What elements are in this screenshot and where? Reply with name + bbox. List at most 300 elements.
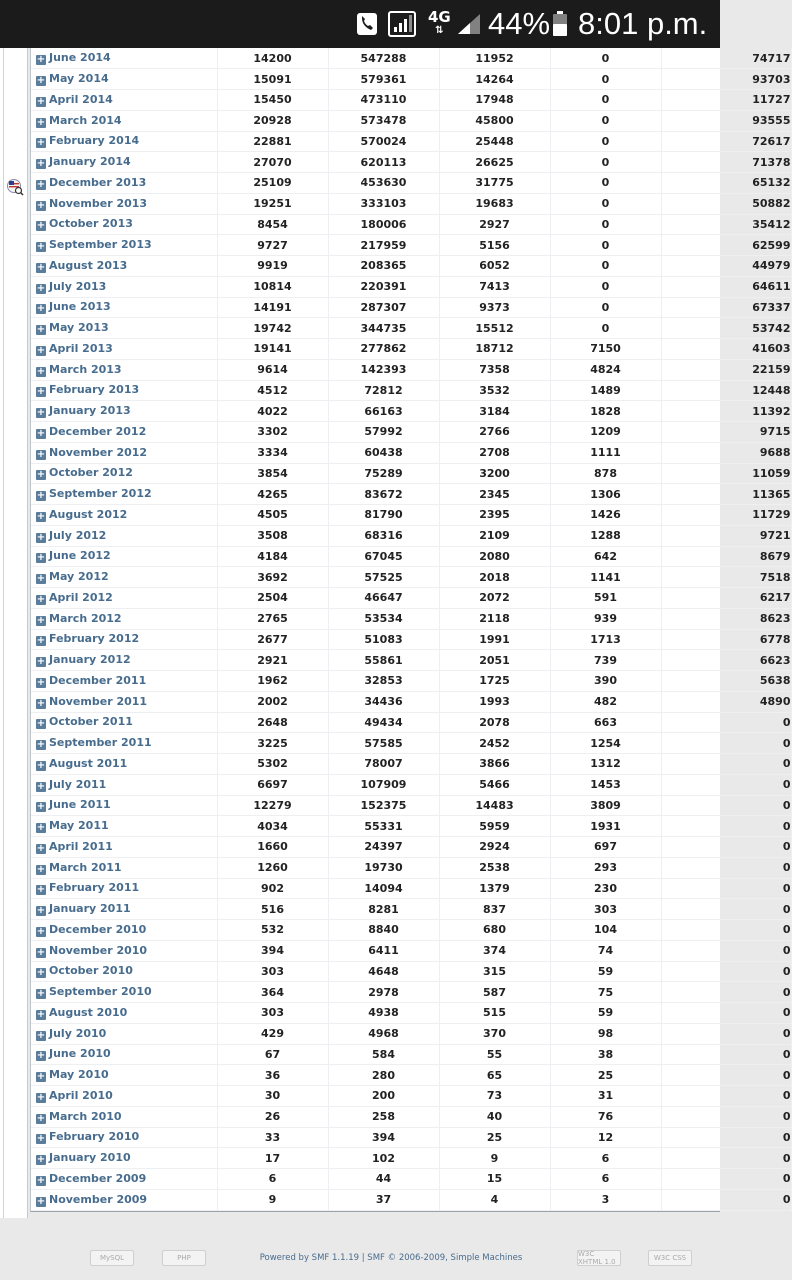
month-link[interactable]: November 2011	[49, 694, 148, 708]
month-cell[interactable]	[31, 1003, 217, 1024]
month-cell[interactable]	[31, 173, 217, 194]
month-cell[interactable]	[31, 837, 217, 858]
month-cell[interactable]	[31, 525, 217, 546]
expand-plus-icon[interactable]: +	[36, 1174, 46, 1186]
stat-cell-c5: 0	[550, 276, 661, 297]
month-link[interactable]: January 2013	[49, 404, 131, 418]
month-cell[interactable]	[31, 774, 217, 795]
month-cell[interactable]	[31, 1169, 217, 1190]
stat-cell-c4: 2345	[439, 484, 550, 505]
expand-plus-icon[interactable]: +	[36, 718, 46, 730]
stat-cell-c6: 62599	[661, 235, 791, 256]
month-link[interactable]: February 2013	[49, 383, 140, 397]
month-cell[interactable]	[31, 442, 217, 463]
stat-cell-c4: 315	[439, 961, 550, 982]
month-cell[interactable]	[31, 940, 217, 961]
month-cell[interactable]	[31, 463, 217, 484]
call-icon	[356, 0, 378, 48]
stat-cell-c4: 45800	[439, 110, 550, 131]
expand-plus-icon[interactable]: +	[36, 95, 46, 107]
table-row	[31, 1065, 791, 1086]
expand-plus-icon[interactable]: +	[36, 386, 46, 398]
month-cell[interactable]	[31, 1023, 217, 1044]
month-link[interactable]: March 2012	[49, 611, 122, 625]
stat-cell-c6: 0	[661, 712, 791, 733]
stat-cell-c4: 7413	[439, 276, 550, 297]
stat-cell-c3: 57525	[328, 567, 439, 588]
expand-plus-icon[interactable]: +	[36, 427, 46, 439]
month-link[interactable]: September 2011	[49, 736, 152, 750]
stat-cell-c6: 4890	[661, 691, 791, 712]
php-badge[interactable]	[162, 1250, 206, 1266]
month-link[interactable]: May 2010	[49, 1068, 109, 1082]
stat-cell-c4: 374	[439, 940, 550, 961]
stat-cell-c6: 93555	[661, 110, 791, 131]
stat-cell-c2: 9919	[217, 256, 328, 277]
month-link[interactable]: June 2012	[49, 549, 111, 563]
month-cell[interactable]	[31, 48, 217, 69]
expand-plus-icon[interactable]: +	[36, 967, 46, 979]
month-link[interactable]: December 2011	[49, 673, 147, 687]
expand-plus-icon[interactable]: +	[36, 946, 46, 958]
month-link[interactable]: September 2012	[49, 487, 152, 501]
expand-plus-icon[interactable]: +	[36, 552, 46, 564]
month-cell[interactable]	[31, 90, 217, 111]
expand-plus-icon[interactable]: +	[36, 614, 46, 626]
month-cell[interactable]	[31, 484, 217, 505]
stat-cell-c2: 30	[217, 1086, 328, 1107]
stat-cell-c3: 620113	[328, 152, 439, 173]
month-link[interactable]: March 2011	[49, 860, 122, 874]
stat-cell-c5: 6	[550, 1148, 661, 1169]
month-cell[interactable]	[31, 816, 217, 837]
stat-cell-c3: 102	[328, 1148, 439, 1169]
expand-plus-icon[interactable]: +	[36, 905, 46, 917]
w3c-xhtml-badge[interactable]	[577, 1250, 621, 1266]
month-cell[interactable]	[31, 1065, 217, 1086]
expand-plus-icon[interactable]: +	[36, 801, 46, 813]
stat-cell-c4: 837	[439, 899, 550, 920]
stat-cell-c6: 0	[661, 878, 791, 899]
stat-cell-c5: 591	[550, 588, 661, 609]
stat-cell-c2: 27070	[217, 152, 328, 173]
expand-plus-icon[interactable]: +	[36, 282, 46, 294]
month-link[interactable]: December 2013	[49, 175, 147, 189]
month-cell[interactable]	[31, 1086, 217, 1107]
month-cell[interactable]	[31, 276, 217, 297]
expand-plus-icon[interactable]: +	[36, 54, 46, 66]
stat-cell-c3: 32853	[328, 671, 439, 692]
month-cell[interactable]	[31, 193, 217, 214]
expand-plus-icon[interactable]: +	[36, 573, 46, 585]
month-link[interactable]: March 2010	[49, 1109, 122, 1123]
stat-cell-c4: 1725	[439, 671, 550, 692]
stat-cell-c4: 19683	[439, 193, 550, 214]
stat-cell-c3: 55861	[328, 650, 439, 671]
expand-plus-icon[interactable]: +	[36, 1029, 46, 1041]
stat-cell-c4: 2072	[439, 588, 550, 609]
expand-plus-icon[interactable]: +	[36, 656, 46, 668]
month-link[interactable]: June 2014	[49, 51, 111, 65]
month-link[interactable]: June 2011	[49, 798, 111, 812]
table-row	[31, 235, 791, 256]
stat-cell-c5: 3809	[550, 795, 661, 816]
stat-cell-c6: 64611	[661, 276, 791, 297]
stat-cell-c4: 65	[439, 1065, 550, 1086]
stat-cell-c4: 7358	[439, 359, 550, 380]
month-link[interactable]: August 2011	[49, 756, 128, 770]
month-cell[interactable]	[31, 588, 217, 609]
stat-cell-c3: 37	[328, 1189, 439, 1210]
stat-cell-c6: 0	[661, 1127, 791, 1148]
month-cell[interactable]	[31, 650, 217, 671]
stat-cell-c2: 3854	[217, 463, 328, 484]
expand-plus-icon[interactable]: +	[36, 863, 46, 875]
stat-cell-c2: 10814	[217, 276, 328, 297]
expand-plus-icon[interactable]: +	[36, 365, 46, 377]
expand-plus-icon[interactable]: +	[36, 697, 46, 709]
mysql-badge[interactable]	[90, 1250, 134, 1266]
stat-cell-c2: 394	[217, 940, 328, 961]
expand-plus-icon[interactable]: +	[36, 344, 46, 356]
stat-cell-c6: 0	[661, 754, 791, 775]
expand-plus-icon[interactable]: +	[36, 1195, 46, 1207]
stat-cell-c6: 9721	[661, 525, 791, 546]
stat-cell-c3: 19730	[328, 857, 439, 878]
expand-plus-icon[interactable]: +	[36, 158, 46, 170]
month-cell[interactable]	[31, 422, 217, 443]
stat-cell-c5: 7150	[550, 339, 661, 360]
month-link[interactable]: October 2010	[49, 964, 133, 978]
expand-plus-icon[interactable]: +	[36, 261, 46, 273]
month-cell[interactable]	[31, 878, 217, 899]
stat-cell-c5: 1828	[550, 401, 661, 422]
month-cell[interactable]	[31, 754, 217, 775]
table-row	[31, 1106, 791, 1127]
expand-plus-icon[interactable]: +	[36, 635, 46, 647]
stat-cell-c5: 230	[550, 878, 661, 899]
stat-cell-c4: 5156	[439, 235, 550, 256]
month-link[interactable]: December 2010	[49, 922, 147, 936]
table-row	[31, 69, 791, 90]
month-link[interactable]: January 2011	[49, 902, 131, 916]
stat-cell-c3: 280	[328, 1065, 439, 1086]
stat-cell-c3: 51083	[328, 629, 439, 650]
month-link[interactable]: November 2009	[49, 1192, 148, 1206]
month-cell[interactable]	[31, 1189, 217, 1210]
month-link[interactable]: June 2013	[49, 300, 111, 314]
sidebar-divider	[3, 48, 4, 1218]
expand-plus-icon[interactable]: +	[36, 739, 46, 751]
table-row	[31, 359, 791, 380]
month-cell[interactable]	[31, 214, 217, 235]
month-link[interactable]: May 2012	[49, 570, 109, 584]
expand-plus-icon[interactable]: +	[36, 469, 46, 481]
stat-cell-c5: 939	[550, 608, 661, 629]
month-link[interactable]: November 2010	[49, 943, 148, 957]
stat-cell-c5: 1209	[550, 422, 661, 443]
stat-cell-c2: 1660	[217, 837, 328, 858]
stat-cell-c5: 1931	[550, 816, 661, 837]
stat-cell-c3: 14094	[328, 878, 439, 899]
stat-cell-c6: 0	[661, 961, 791, 982]
month-cell[interactable]	[31, 961, 217, 982]
month-cell[interactable]	[31, 359, 217, 380]
stat-cell-c2: 2648	[217, 712, 328, 733]
table-row	[31, 442, 791, 463]
month-link[interactable]: May 2014	[49, 72, 109, 86]
stat-cell-c3: 55331	[328, 816, 439, 837]
month-cell[interactable]	[31, 235, 217, 256]
month-cell[interactable]	[31, 1044, 217, 1065]
table-row	[31, 650, 791, 671]
stat-cell-c3: 200	[328, 1086, 439, 1107]
table-row	[31, 795, 791, 816]
stat-cell-c6: 8623	[661, 608, 791, 629]
stat-cell-c5: 642	[550, 546, 661, 567]
month-link[interactable]: February 2014	[49, 134, 140, 148]
left-sidebar	[0, 48, 28, 1218]
month-link[interactable]: February 2012	[49, 632, 140, 646]
expand-plus-icon[interactable]: +	[36, 925, 46, 937]
stat-cell-c4: 2080	[439, 546, 550, 567]
table-row	[31, 484, 791, 505]
month-link[interactable]: March 2014	[49, 113, 122, 127]
stat-cell-c5: 1453	[550, 774, 661, 795]
month-link[interactable]: August 2012	[49, 507, 128, 521]
month-link[interactable]: April 2013	[49, 341, 113, 355]
stat-cell-c3: 453630	[328, 173, 439, 194]
month-cell[interactable]	[31, 152, 217, 173]
month-link[interactable]: December 2009	[49, 1171, 147, 1185]
month-link[interactable]: July 2011	[49, 777, 107, 791]
table-row	[31, 173, 791, 194]
stat-cell-c2: 4034	[217, 816, 328, 837]
expand-plus-icon[interactable]: +	[36, 842, 46, 854]
stat-cell-c5: 59	[550, 1003, 661, 1024]
month-cell[interactable]	[31, 505, 217, 526]
month-cell[interactable]	[31, 920, 217, 941]
month-cell[interactable]	[31, 899, 217, 920]
stat-cell-c3: 217959	[328, 235, 439, 256]
stat-cell-c6: 93703	[661, 69, 791, 90]
stat-cell-c4: 25448	[439, 131, 550, 152]
table-row	[31, 297, 791, 318]
expand-plus-icon[interactable]: +	[36, 676, 46, 688]
expand-plus-icon[interactable]: +	[36, 988, 46, 1000]
month-link[interactable]: April 2011	[49, 839, 113, 853]
stats-table-body	[31, 48, 791, 1210]
data-arrows-icon: ⇅	[435, 25, 444, 36]
expand-plus-icon[interactable]: +	[36, 780, 46, 792]
month-cell[interactable]	[31, 256, 217, 277]
stat-cell-c4: 5959	[439, 816, 550, 837]
expand-plus-icon[interactable]: +	[36, 137, 46, 149]
stat-cell-c4: 1991	[439, 629, 550, 650]
expand-plus-icon[interactable]: +	[36, 510, 46, 522]
table-row	[31, 152, 791, 173]
month-link[interactable]: May 2013	[49, 321, 109, 335]
month-link[interactable]: October 2013	[49, 217, 133, 231]
stat-cell-c6: 0	[661, 837, 791, 858]
month-cell[interactable]	[31, 691, 217, 712]
month-link[interactable]: October 2012	[49, 466, 133, 480]
expand-plus-icon[interactable]: +	[36, 178, 46, 190]
month-link[interactable]: August 2010	[49, 1005, 128, 1019]
stat-cell-c2: 4512	[217, 380, 328, 401]
month-cell[interactable]	[31, 629, 217, 650]
month-cell[interactable]	[31, 608, 217, 629]
powered-by-link[interactable]: Powered by SMF 1.1.19 | SMF © 2006-2009, Simple Machines	[259, 1253, 523, 1263]
month-link[interactable]: January 2010	[49, 1151, 131, 1165]
month-cell[interactable]	[31, 857, 217, 878]
expand-plus-icon[interactable]: +	[36, 220, 46, 232]
stat-cell-c6: 44979	[661, 256, 791, 277]
expand-plus-icon[interactable]: +	[36, 116, 46, 128]
month-cell[interactable]	[31, 1127, 217, 1148]
month-link[interactable]: April 2010	[49, 1088, 113, 1102]
stat-cell-c2: 2921	[217, 650, 328, 671]
table-row	[31, 1127, 791, 1148]
stat-cell-c4: 2766	[439, 422, 550, 443]
stat-cell-c5: 1111	[550, 442, 661, 463]
month-link[interactable]: August 2013	[49, 258, 128, 272]
expand-plus-icon[interactable]: +	[36, 407, 46, 419]
w3c-css-badge[interactable]	[648, 1250, 692, 1266]
stat-cell-c3: 208365	[328, 256, 439, 277]
month-cell[interactable]	[31, 795, 217, 816]
expand-plus-icon[interactable]: +	[36, 490, 46, 502]
month-link[interactable]: October 2011	[49, 715, 133, 729]
stat-cell-c4: 2395	[439, 505, 550, 526]
stat-cell-c6: 0	[661, 733, 791, 754]
month-cell[interactable]	[31, 110, 217, 131]
month-cell[interactable]	[31, 297, 217, 318]
month-cell[interactable]	[31, 339, 217, 360]
stat-cell-c4: 1993	[439, 691, 550, 712]
stat-cell-c5: 25	[550, 1065, 661, 1086]
month-link[interactable]: November 2013	[49, 196, 148, 210]
stat-cell-c6: 0	[661, 1003, 791, 1024]
month-cell[interactable]	[31, 69, 217, 90]
month-link[interactable]: May 2011	[49, 819, 109, 833]
month-cell[interactable]	[31, 1106, 217, 1127]
stat-cell-c3: 333103	[328, 193, 439, 214]
stat-cell-c5: 0	[550, 235, 661, 256]
month-link[interactable]: September 2013	[49, 238, 152, 252]
expand-plus-icon[interactable]: +	[36, 531, 46, 543]
table-row	[31, 588, 791, 609]
stat-cell-c2: 15450	[217, 90, 328, 111]
stat-cell-c6: 11727	[661, 90, 791, 111]
expand-plus-icon[interactable]: +	[36, 448, 46, 460]
stat-cell-c2: 22881	[217, 131, 328, 152]
clock: 8:01 p.m.	[578, 6, 708, 41]
stat-cell-c3: 8840	[328, 920, 439, 941]
expand-plus-icon[interactable]: +	[36, 1071, 46, 1083]
expand-plus-icon[interactable]: +	[36, 884, 46, 896]
expand-plus-icon[interactable]: +	[36, 759, 46, 771]
stat-cell-c5: 59	[550, 961, 661, 982]
network-type	[428, 0, 451, 48]
month-cell[interactable]	[31, 982, 217, 1003]
stat-cell-c3: 75289	[328, 463, 439, 484]
expand-plus-icon[interactable]: +	[36, 1050, 46, 1062]
expand-plus-icon[interactable]: +	[36, 199, 46, 211]
month-cell[interactable]	[31, 401, 217, 422]
month-link[interactable]: December 2012	[49, 424, 147, 438]
expand-plus-icon[interactable]: +	[36, 1112, 46, 1124]
expand-plus-icon[interactable]: +	[36, 1133, 46, 1145]
month-link[interactable]: September 2010	[49, 985, 152, 999]
stat-cell-c5: 3	[550, 1189, 661, 1210]
month-link[interactable]: July 2013	[49, 279, 107, 293]
stat-cell-c2: 3508	[217, 525, 328, 546]
month-cell[interactable]	[31, 671, 217, 692]
stat-cell-c2: 26	[217, 1106, 328, 1127]
expand-plus-icon[interactable]: +	[36, 324, 46, 336]
month-cell[interactable]	[31, 318, 217, 339]
month-link[interactable]: April 2012	[49, 590, 113, 604]
month-cell[interactable]	[31, 131, 217, 152]
cell-signal-icon	[456, 0, 482, 48]
flag-search-icon[interactable]	[6, 178, 24, 196]
stat-cell-c2: 8454	[217, 214, 328, 235]
month-link[interactable]: April 2014	[49, 92, 113, 106]
table-row	[31, 422, 791, 443]
expand-plus-icon[interactable]: +	[36, 1008, 46, 1020]
table-row	[31, 90, 791, 111]
month-cell[interactable]	[31, 546, 217, 567]
stat-cell-c4: 18712	[439, 339, 550, 360]
month-link[interactable]: February 2011	[49, 881, 140, 895]
expand-plus-icon[interactable]: +	[36, 241, 46, 253]
month-link[interactable]: June 2010	[49, 1047, 111, 1061]
stat-cell-c5: 663	[550, 712, 661, 733]
expand-plus-icon[interactable]: +	[36, 303, 46, 315]
month-link[interactable]: January 2012	[49, 653, 131, 667]
month-link[interactable]: November 2012	[49, 445, 148, 459]
stat-cell-c2: 9727	[217, 235, 328, 256]
month-link[interactable]: March 2013	[49, 362, 122, 376]
month-link[interactable]: January 2014	[49, 155, 131, 169]
month-cell[interactable]	[31, 567, 217, 588]
month-link[interactable]: July 2010	[49, 1026, 107, 1040]
expand-plus-icon[interactable]: +	[36, 75, 46, 87]
stat-cell-c5: 0	[550, 48, 661, 69]
month-link[interactable]: July 2012	[49, 528, 107, 542]
stat-cell-c5: 75	[550, 982, 661, 1003]
stat-cell-c2: 2002	[217, 691, 328, 712]
month-cell[interactable]	[31, 712, 217, 733]
month-cell[interactable]	[31, 380, 217, 401]
month-cell[interactable]	[31, 1148, 217, 1169]
stat-cell-c5: 0	[550, 152, 661, 173]
expand-plus-icon[interactable]: +	[36, 593, 46, 605]
month-link[interactable]: February 2010	[49, 1130, 140, 1144]
stat-cell-c6: 0	[661, 899, 791, 920]
expand-plus-icon[interactable]: +	[36, 1154, 46, 1166]
expand-plus-icon[interactable]: +	[36, 822, 46, 834]
stat-cell-c2: 20928	[217, 110, 328, 131]
stat-cell-c3: 57992	[328, 422, 439, 443]
stat-cell-c5: 482	[550, 691, 661, 712]
expand-plus-icon[interactable]: +	[36, 1091, 46, 1103]
table-row	[31, 961, 791, 982]
stat-cell-c5: 1426	[550, 505, 661, 526]
month-cell[interactable]	[31, 733, 217, 754]
stat-cell-c3: 67045	[328, 546, 439, 567]
